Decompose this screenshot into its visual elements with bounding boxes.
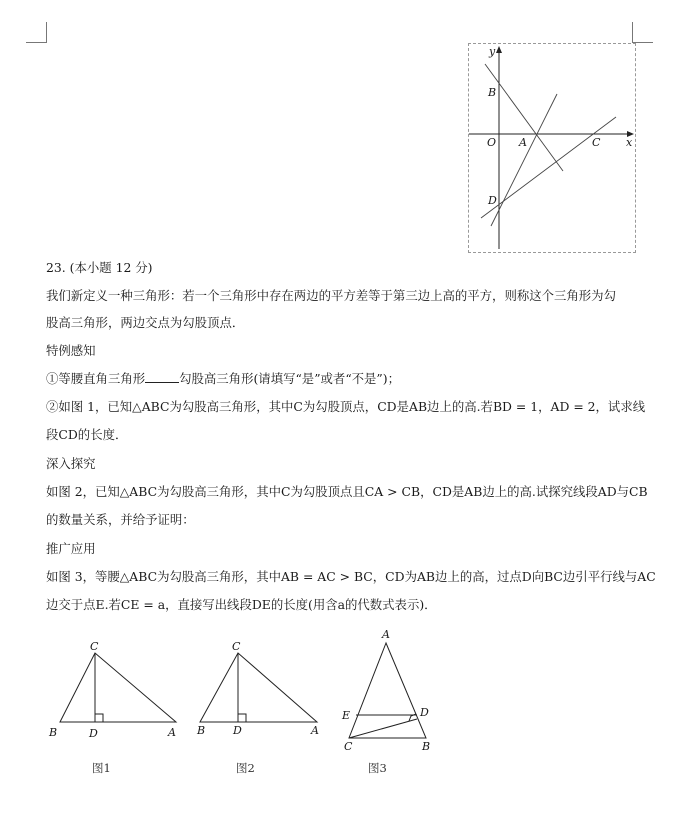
part-2-line-1: ②如图 1，已知△ABC为勾股高三角形，其中C为勾股顶点，CD是AB边上的高.若BD = 1，AD = 2，试求线 — [46, 399, 646, 414]
label-o: O — [487, 136, 497, 149]
figure-2 — [196, 640, 319, 775]
section-heading-explore: 深入探究 — [46, 456, 96, 471]
figure-2-label-d: D — [233, 724, 242, 737]
line-through-b — [485, 64, 563, 171]
question-header: 23. (本小题 12 分) — [46, 260, 153, 275]
figure-1-right-angle-mark — [95, 714, 103, 722]
figure-3-label-d: D — [420, 706, 429, 719]
line-through-d-steep — [491, 94, 557, 226]
y-axis-arrow — [496, 46, 502, 53]
line-through-d-c — [481, 117, 616, 218]
coordinate-figure — [468, 43, 636, 253]
page-corner-mark-right — [632, 22, 653, 43]
figure-2-label-c: C — [232, 640, 241, 653]
label-x: x — [626, 136, 633, 149]
answer-blank[interactable] — [145, 371, 179, 383]
figure-1-label-c: C — [90, 640, 99, 653]
figure-3-label-b: B — [422, 740, 431, 753]
figure-3-segment-cd — [349, 719, 417, 738]
label-d: D — [488, 194, 497, 207]
part-4-line-2: 边交于点E.若CE = a，直接写出线段DE的长度(用含a的代数式表示)． — [46, 597, 437, 612]
label-y: y — [489, 45, 496, 58]
part-1-text-a: ①等腰直角三角形 — [46, 371, 146, 386]
section-heading-application: 推广应用 — [46, 541, 96, 556]
part-3-line-2: 的数量关系，并给予证明： — [46, 512, 195, 527]
figure-3 — [341, 628, 430, 775]
figure-1-label-d: D — [89, 727, 98, 740]
coordinate-figure-svg — [469, 44, 637, 254]
part-1-text-b: 勾股高三角形(请填写“是”或者“不是”)； — [179, 371, 400, 386]
figure-3-triangle — [349, 643, 426, 738]
figure-3-label-c: C — [344, 740, 353, 753]
figure-1-triangle — [60, 653, 176, 722]
figure-2-label-b: B — [197, 724, 206, 737]
definition-line-2: 股高三角形，两边交点为勾股顶点． — [46, 315, 245, 330]
page-corner-mark-left — [26, 22, 47, 43]
figure-1-label-b: B — [49, 726, 58, 739]
figure-3-caption: 图3 — [368, 761, 387, 775]
section-heading-special-case: 特例感知 — [46, 343, 96, 358]
definition-line-1: 我们新定义一种三角形：若一个三角形中存在两边的平方差等于第三边上高的平方，则称这个三角形为勾 — [46, 288, 616, 303]
label-b: B — [488, 86, 497, 99]
part-3-line-1: 如图 2，已知△ABC为勾股高三角形，其中C为勾股顶点且CA > CB，CD是AB边上的高.试探究线段AD与CB — [46, 484, 648, 499]
figure-2-triangle — [200, 653, 317, 722]
figure-1 — [48, 640, 176, 775]
label-c: C — [592, 136, 601, 149]
figure-2-caption: 图2 — [236, 761, 255, 775]
figure-2-label-a: A — [311, 724, 319, 737]
part-2-line-2: 段CD的长度． — [46, 427, 128, 442]
figure-2-right-angle-mark — [238, 714, 246, 722]
figure-3-label-e: E — [342, 709, 351, 722]
figure-1-caption: 图1 — [92, 761, 111, 775]
part-4-line-1: 如图 3，等腰△ABC为勾股高三角形，其中AB = AC > BC，CD为AB边上的高，过点D向BC边引平行线与AC — [46, 569, 656, 584]
figure-3-label-a: A — [382, 628, 390, 641]
part-1 — [46, 371, 400, 387]
figure-1-label-a: A — [168, 726, 176, 739]
triangle-figures — [0, 620, 679, 790]
label-a: A — [519, 136, 527, 149]
